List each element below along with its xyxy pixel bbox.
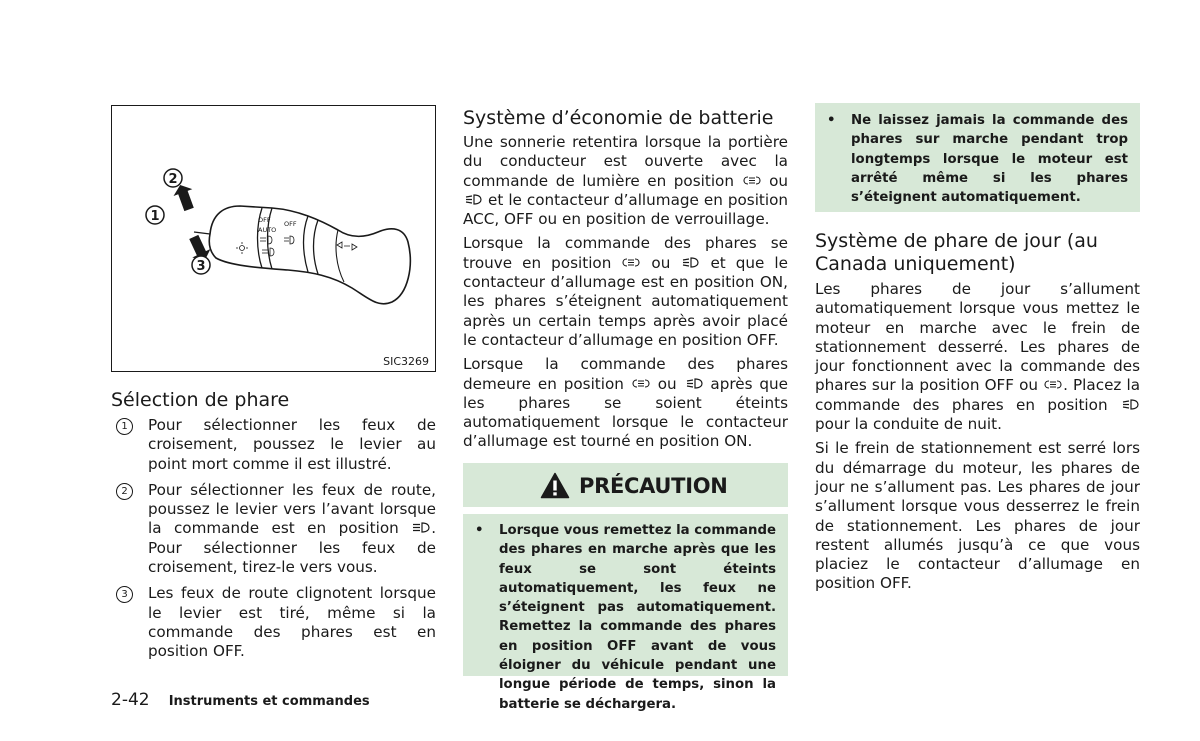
section-heading-headlight-selection: Sélection de phare: [111, 389, 290, 411]
lever-label-off-2: OFF: [284, 220, 297, 228]
section-heading-daytime-running-lights: Système de phare de jour (au Canada uniquement): [815, 230, 1098, 275]
right-column: [815, 230, 1140, 594]
page-number: 2-42: [111, 690, 150, 710]
headlight-icon: [463, 193, 483, 206]
circled-number: 3: [116, 586, 133, 603]
middle-column: [463, 107, 788, 452]
lever-label-off: OFF: [258, 216, 271, 224]
list-item: 2 Pour sélectionner les feux de route, poussez le levier vers l’avant lorsque la commande est en position . Pour sélectionner les feux de croisement, tirez-le vers vous.: [111, 481, 436, 577]
left-column: [111, 389, 436, 669]
parking-light-icon: [621, 256, 641, 269]
circled-number: 1: [116, 418, 133, 435]
parking-light-icon: [742, 174, 762, 187]
caution-header: [463, 463, 788, 507]
page-footer: [111, 690, 370, 710]
svg-text:2: 2: [168, 172, 178, 187]
warning-item: [815, 111, 1128, 207]
circled-number: 2: [116, 483, 133, 500]
headlight-lever-illustration: [112, 106, 434, 370]
paragraph: Lorsque la commande des phares se trouve en position ou et que le contacteur d’allumage est en position ON, les phares s’éteignent automatiquement après un certain temps après avoir placé le contacteur d’allumage en position OFF.: [463, 234, 788, 349]
section-heading-battery-saver: Système d’économie de batterie: [463, 107, 774, 129]
headlight-icon: [684, 377, 704, 390]
paragraph: Les phares de jour s’allument automatiquement lorsque vous mettez le moteur en marche avec le frein de stationnement desserré. Les phares de jour fonctionnent avec la commande des phares sur la position OFF ou . Placez la commande des phares en position pour la conduite de nuit.: [815, 280, 1140, 434]
warning-text: Ne laissez jamais la commande des phares sur marche pendant trop longtemps lorsque le moteur est arrêté même si les phares s’éteignent automatiquement.: [851, 113, 1128, 206]
svg-text:3: 3: [196, 259, 206, 274]
paragraph: Si le frein de stationnement est serré lors du démarrage du moteur, les phares de jour ne s’allument pas. Les phares de jour s’allument lorsque vous desserrez le frein de stationnement. Les phares de jour restent allumés jusqu’à ce que vous placiez le contacteur d’allumage en position OFF.: [815, 439, 1140, 593]
paragraph: Une sonnerie retentira lorsque la portière du conducteur est ouverte avec la commande de lumière en position ou et le contacteur d’allumage en position ACC, OFF ou en position de verrouillage.: [463, 133, 789, 229]
caution-text: Lorsque vous remettez la commande des phares en marche après que les feux se sont éteints automatiquement, les feux ne s’éteignent pas automatiquement. Remettez la commande des phares en position OFF avant de vous éloigner du véhicule pendant une longue période de temps, sinon la batterie se déchargera.: [499, 523, 776, 712]
caution-title: PRÉCAUTION: [579, 473, 728, 498]
parking-light-icon: [1043, 378, 1063, 391]
warning-triangle-icon: [540, 472, 570, 499]
warning-box: [815, 103, 1140, 212]
callout-2: [164, 169, 182, 187]
paragraph: Lorsque la commande des phares demeure en position ou après que les phares se soient éteints automatiquement lorsque le contacteur d’allumage est tourné en position ON.: [463, 355, 789, 451]
svg-text:1: 1: [150, 209, 160, 224]
high-beam-icon: [411, 521, 431, 534]
figure-code: SIC3269: [383, 355, 429, 368]
headlight-lever-figure: [111, 105, 436, 372]
caution-item: [463, 521, 776, 714]
bullet: •: [475, 523, 484, 538]
lever-label-auto: AUTO: [258, 226, 277, 234]
bullet: •: [827, 113, 836, 128]
headlight-icon: [680, 256, 700, 269]
list-item: 3 Les feux de route clignotent lorsque le levier est tiré, même si la commande des phares est en position OFF.: [111, 584, 436, 661]
lever-arrows: [171, 182, 214, 265]
list-item: 1 Pour sélectionner les feux de croisement, poussez le levier au point mort comme il est illustré.: [111, 416, 436, 474]
callout-1: [146, 206, 164, 224]
caution-body: [463, 514, 788, 712]
callout-3: [192, 256, 210, 274]
numbered-list: [111, 416, 436, 662]
parking-light-icon: [631, 377, 651, 390]
headlight-icon: [1120, 398, 1140, 411]
chapter-title: Instruments et commandes: [168, 694, 370, 709]
